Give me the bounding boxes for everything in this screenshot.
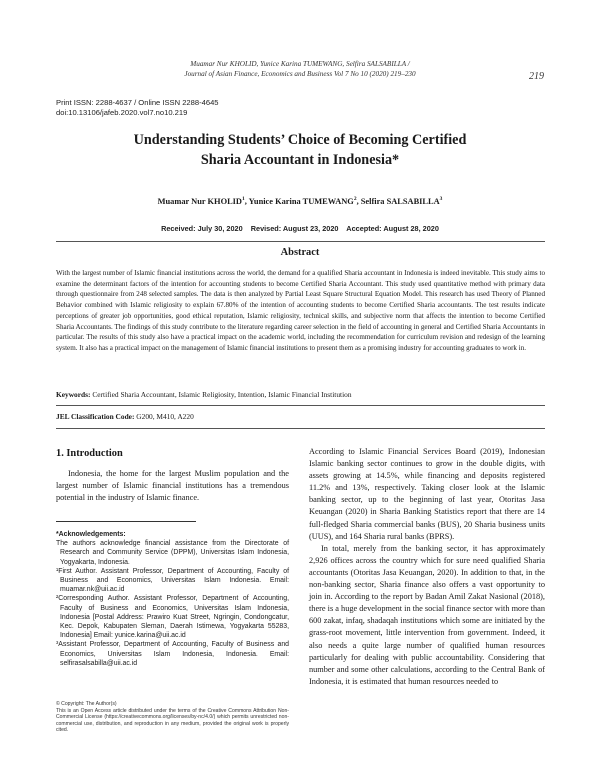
author-3-sup: 3 — [439, 196, 443, 202]
abstract-body: With the largest number of Islamic financial institutions across the world, the demand for a qualified Sharia accountant in Indonesia is indeed inevitable. This study aims to examine the determinant factors of the intention for accounting students to become Certified Sharia Accountant. This study used quantitative method with primary data through questionnaire from 248 selected samples. The data is then analyzed by Partial Least Square Structural Equation Model. This research has used Theory of Planned Behavior combined with Islamic religiosity to explain 67.80% of the intention of accounting students to become Certified Sharia accountants. The test results indicate perceptions of greater job opportunities, good ethical reputation, Islamic religiosity, technical skills, and subjective norm that affects the intention to become Certified Sharia Accountants. The findings of this study contribute to the literature regarding career selection in the field of accounting in general and Certified Sharia Accountants in particular. The results of this study also have a practical impact on the academic world, including the recommendation for curriculum revision and redesign of the learning system. It also has a practical impact on the management of Islamic financial institutions to present them as a promising industry for accounting graduates to work in. — [56, 269, 545, 352]
license-text: This is an Open Access article distributed under the terms of the Creative Commons Attribution Non-Commercial License (https://creativecommons.org/licenses/by-nc/4.0/) which permits unrestricted non-commercial use, distribution, and reproduction in any medium, provided the original work is properly cited. — [56, 707, 289, 734]
jel-codes — [56, 412, 545, 421]
paper-title — [0, 130, 600, 170]
intro-right-paragraph-1: According to Islamic Financial Services Board (2019), Indonesian Islamic banking sector continues to grow in the double digits, with assets growing at 14.5%, while financing and deposits registered 11.2% and 13%, respectively. Taking closer look at the Islamic banking sector, up to the beginning of last year, Otoritas Jasa Keuangan (2020) in Sharia Banking Statistics report that there are 14 full-fledged Sharia commercial banks (BUS), 20 Sharia business units (UUS), and 164 Sharia rural banks (BPRS). — [309, 447, 545, 541]
footnote-ack: The authors acknowledge financial assistance from the Directorate of Research and Community Service (DPPM), Universitas Islam Indonesia, Yogyakarta, Indonesia. — [56, 540, 289, 566]
section-heading-introduction: 1. Introduction — [56, 448, 123, 459]
footnote-2: ²Corresponding Author. Assistant Professor, Department of Accounting, Faculty of Business and Economics, Universitas Islam Indonesia, Indonesia [Postal Address: Prawiro Kuat Street, Ngringin, Condongcatur, Kec. Depok, Kabupaten Sleman, Daerah Istimewa, Yogyakarta 55283, Indonesia] Email: yunice.karina@uii.ac.id — [56, 595, 289, 640]
footnotes — [56, 530, 289, 668]
author-1-sup: 1 — [242, 196, 245, 202]
doi-line: doi:10.13106/jafeb.2020.vol7.no10.219 — [56, 108, 188, 117]
intro-right-column — [309, 446, 545, 688]
author-2-sup: 2 — [353, 196, 357, 202]
issn-block — [56, 98, 219, 118]
intro-left-paragraph: Indonesia, the home for the largest Muslim population and the largest number of Islamic financial institutions has a tremendous potential in the industry of Islamic finance. — [56, 469, 289, 503]
keywords — [56, 390, 545, 399]
keywords-label: Keywords: — [56, 390, 91, 399]
jel-text: G200, M410, A220 — [134, 412, 194, 421]
copyright-line: © Copyright: The Author(s) — [56, 701, 117, 707]
footnote-ack-heading: *Acknowledgements: — [56, 531, 126, 538]
copyright-notice — [56, 701, 289, 734]
footnote-3: ³Assistant Professor, Department of Accounting, Faculty of Business and Economics, Universitas Islam Indonesia, Indonesia. Email: selfirasalsabilla@uii.ac.id — [56, 641, 289, 667]
author-2: Yunice Karina TUMEWANG — [248, 196, 354, 206]
divider-jel — [56, 428, 545, 429]
keywords-text: Certified Sharia Accountant, Islamic Religiosity, Intention, Islamic Financial Institution — [90, 390, 352, 399]
title-line-2: Sharia Accountant in Indonesia* — [200, 152, 400, 168]
submission-dates: Received: July 30, 2020 Revised: August 23, 2020 Accepted: August 28, 2020 — [161, 224, 439, 233]
footnote-1: ¹First Author. Assistant Professor, Department of Accounting, Faculty of Business and Economics, Universitas Islam Indonesia. Email: muamar.nk@uii.ac.id — [56, 567, 289, 594]
running-head-journal: Journal of Asian Finance, Economics and Business Vol 7 No 10 (2020) 219–230 — [184, 70, 416, 78]
jel-label: JEL Classification Code: — [56, 412, 135, 421]
running-head — [0, 59, 600, 79]
running-head-authors: Muamar Nur KHOLID, Yunice Karina TUMEWANG, Selfira SALSABILLA / — [190, 60, 410, 68]
issn-line: Print ISSN: 2288-4637 / Online ISSN 2288-4645 — [56, 98, 219, 107]
title-line-1: Understanding Students’ Choice of Becoming Certified — [133, 132, 467, 148]
author-1: Muamar Nur KHOLID — [157, 196, 242, 206]
intro-right-paragraph-2: In total, merely from the banking sector, it has approximately 2,926 offices across the country which for sure need qualified Sharia accountants (Otoritas Jasa Keuangan, 2020). In addition to that, in the non-banking sector, Sharia finance also offers a vast opportunity to join in. According to the report by Badan Amil Zakat Nasional (2018), there is a huge development in the social finance sector with more than 600 zakat, infaq, shadaqah institutions which some are initiated by the grass-root movement, little intervention from government. Indeed, it also needs a quite large number of qualified human resources particularly for dealing with public accountability. Considering that number and some other calculations, according to the Central Bank of Indonesia, it is estimated that human resources needed to — [309, 543, 545, 686]
author-3: Selfira SALSABILLA — [360, 196, 440, 206]
abstract-heading: Abstract — [280, 247, 320, 258]
divider-keywords — [56, 405, 545, 406]
author-list: Muamar Nur KHOLID$^1$, Yunice Karina TUMEWANG$^2$, Selfira SALSABILLA$^3$ — [157, 196, 443, 206]
divider-top — [56, 241, 545, 242]
footnote-divider — [56, 521, 196, 522]
page-number: 219 — [529, 71, 544, 82]
